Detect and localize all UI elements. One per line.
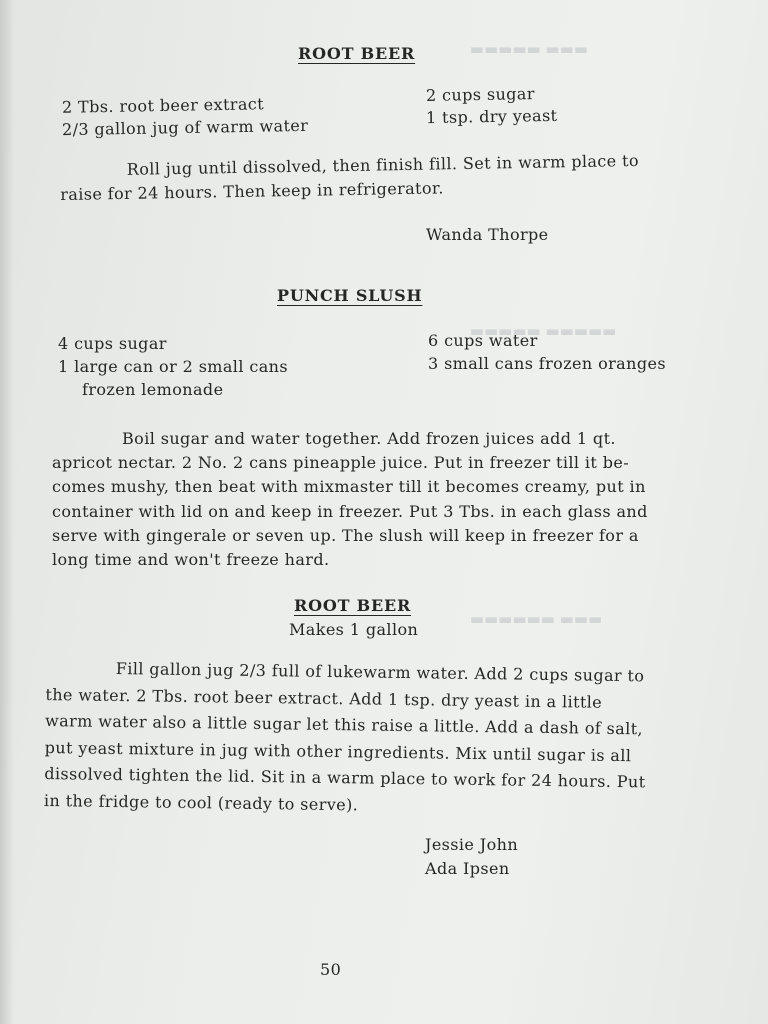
direction-line: container with lid on and keep in freezer. Put 3 Tbs. in each glass and	[52, 501, 648, 521]
ingredient: 2/3 gallon jug of warm water	[61, 115, 309, 140]
recipe-title-punch-slush: PUNCH SLUSH	[277, 286, 423, 305]
direction-line: warm water also a little sugar let this raise a little. Add a dash of salt,	[44, 710, 644, 739]
direction-line: Roll jug until dissolved, then finish fill. Set in warm place to	[126, 150, 640, 179]
direction-line: comes mushy, then beat with mixmaster till it becomes creamy, put in	[52, 477, 646, 497]
direction-line: serve with gingerale or seven up. The slush will keep in freezer for a	[52, 525, 639, 545]
recipe-author: Wanda Thorpe	[426, 225, 549, 244]
recipe-author: Jessie John	[425, 835, 519, 854]
recipe-author: Ada Ipsen	[425, 859, 510, 878]
ingredient: frozen lemonade	[82, 380, 224, 399]
direction-line: Boil sugar and water together. Add frozen juices add 1 qt.	[122, 429, 616, 448]
bleed-through-text: ▬▬▬ ▬▬▬▬▬	[470, 40, 589, 58]
direction-line: in the fridge to cool (ready to serve).	[43, 790, 359, 814]
direction-line: the water. 2 Tbs. root beer extract. Add 1 tsp. dry yeast in a little	[45, 684, 603, 712]
recipe-directions	[60, 149, 640, 208]
ingredient: 6 cups water	[428, 331, 538, 350]
bleed-through-text: ▬▬▬▬▬ ▬▬▬▬▬	[470, 322, 617, 340]
ingredient: 2 Tbs. root beer extract	[61, 94, 265, 117]
recipe-title-root-beer: ROOT BEER	[294, 596, 412, 615]
recipe-authors	[425, 833, 518, 881]
direction-line: Fill gallon jug 2/3 full of lukewarm water. Add 2 cups sugar to	[115, 658, 645, 686]
ingredient: 1 large can or 2 small cans	[58, 357, 288, 376]
ingredient: 2 cups sugar	[425, 84, 535, 105]
direction-line: put yeast mixture in jug with other ingredients. Mix until sugar is all	[44, 737, 632, 765]
page-number: 50	[320, 960, 342, 979]
ingredient: 4 cups sugar	[58, 334, 167, 353]
ingredient: 1 tsp. dry yeast	[425, 105, 558, 128]
bleed-through-text: ▬▬▬ ▬▬▬▬▬▬	[470, 610, 603, 628]
direction-line: dissolved tighten the lid. Sit in a warm place to work for 24 hours. Put	[44, 763, 646, 792]
ingredient: 3 small cans frozen oranges	[428, 354, 666, 373]
recipe-directions	[44, 655, 647, 822]
recipe-directions	[52, 427, 648, 572]
direction-line: raise for 24 hours. Then keep in refrigerator.	[60, 178, 444, 205]
recipe-title-root-beer: ROOT BEER	[298, 44, 416, 63]
direction-line: apricot nectar. 2 No. 2 cans pineapple juice. Put in freezer till it be-	[52, 453, 630, 473]
recipe-subtitle: Makes 1 gallon	[289, 620, 419, 639]
direction-line: long time and won't freeze hard.	[52, 550, 330, 570]
